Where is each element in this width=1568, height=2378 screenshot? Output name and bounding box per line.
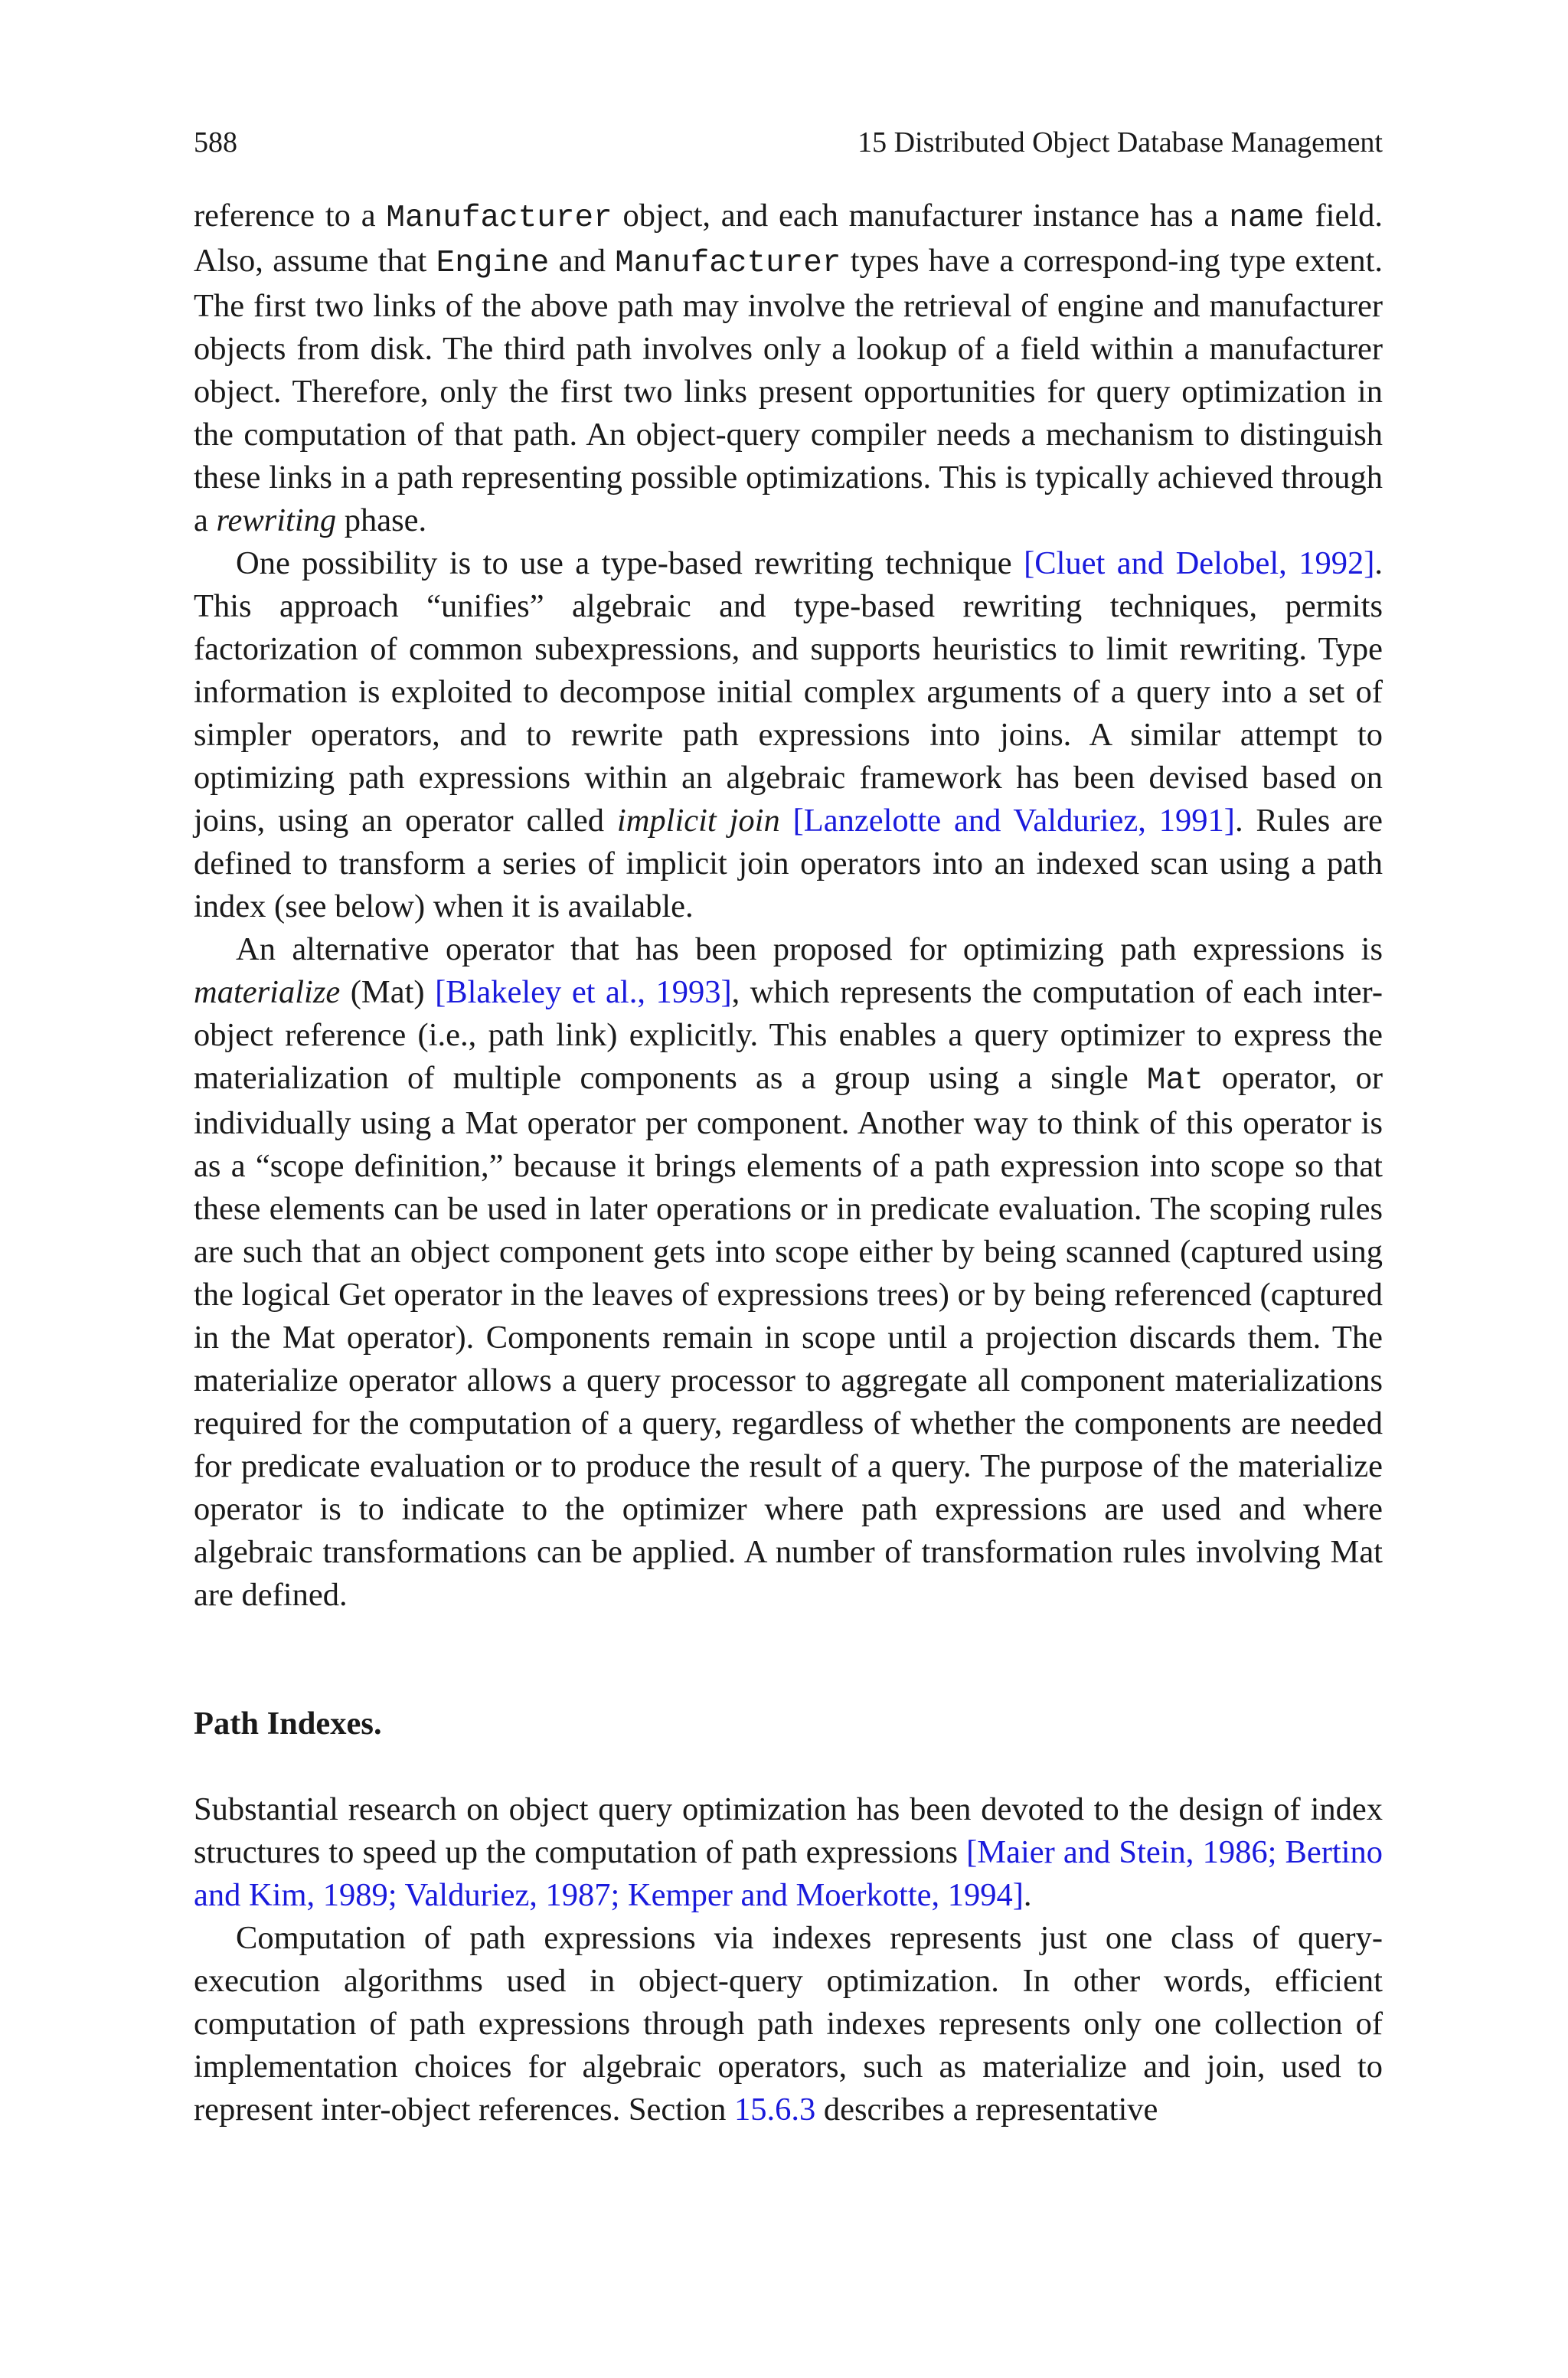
paragraph-4: Substantial research on object query optimization has been devoted to the design of index structures to speed up the computation of path expressions [Maier and Stein, 1986; Bertino and Kim, 1989; Valduriez, 1987; Kemper and Moerkotte, 1994]. (194, 1791, 1383, 1913)
paragraph-3: An alternative operator that has been proposed for optimizing path expressions is materialize (Mat) [Blakeley et al., 1993], which represents the computation of each inter-object reference (i.e., path link) explicitly. This enables a query optimizer to express the materialization of multiple components as a group using a single Mat operator, or individually using a Mat operator per component. Another way to think of this operator is as a “scope definition,” because it brings elements of a path expression into scope so that these elements can be used in later operations or in predicate evaluation. The scoping rules are such that an object component gets into scope either by being scanned (captured using the logical Get operator in the leaves of expressions trees) or by being referenced (captured in the Mat operator). Components remain in scope until a projection discards them. The materialize operator allows a query processor to aggregate all component materializations required for the computation of a query, regardless of whether the components are needed for predicate evaluation or to produce the result of a query. The purpose of the materialize operator is to indicate to the optimizer where path expressions are used and where algebraic transformations can be applied. A number of transformation rules involving Mat are defined. (194, 931, 1383, 1613)
chapter-title: 15 Distributed Object Database Management (858, 126, 1383, 159)
code-manufacturer: Manufacturer (386, 201, 612, 236)
paragraph-5: Computation of path expressions via indexes represents just one class of query-execution algorithms used in object-query optimization. In other words, efficient computation of path expressions through path indexes represents only one collection of implementation choices for algebraic operators, such as materialize and join, used to represent inter-object references. Section 15.6.3 describes a representative (194, 1920, 1383, 2128)
code-engine: Engine (436, 246, 550, 281)
page-number: 588 (194, 126, 237, 159)
code-manufacturer-2: Manufacturer (615, 246, 841, 281)
body-text (194, 195, 1383, 2131)
paragraph-2: One possibility is to use a type-based rewriting technique [Cluet and Delobel, 1992]. This approach “unifies” algebraic and type-based rewriting techniques, permits factorization of common subexpressions, and supports heuristics to limit rewriting. Type information is exploited to decompose initial complex arguments of a query into a set of simpler operators, and to rewrite path expressions into joins. A similar attempt to optimizing path expressions within an algebraic framework has been devised based on joins, using an operator called implicit join [Lanzelotte and Valduriez, 1991]. Rules are defined to transform a series of implicit join operators into an indexed scan using a path index (see below) when it is available. (194, 545, 1383, 924)
term-rewriting: rewriting (216, 502, 337, 538)
term-implicit-join: implicit join (616, 803, 780, 839)
section-reference-link[interactable]: 15.6.3 (733, 2092, 816, 2128)
citation-link[interactable]: [Lanzelotte and Valduriez, 1991] (792, 803, 1235, 839)
citation-link[interactable]: [Cluet and Delobel, 1992] (1024, 545, 1375, 581)
paragraph-1: reference to a Manufacturer object, and each manufacturer instance has a name field. Also, assume that Engine and Manufacturer types have a correspond-ing type extent. The first two links of the above path may involve the retrieval of engine and manufacturer objects from disk. The third path involves only a lookup of a field within a manufacturer object. Therefore, only the first two links present opportunities for query optimization in the computation of that path. An object-query compiler needs a mechanism to distinguish these links in a path representing possible optimizations. This is typically achieved through a rewriting phase. (194, 198, 1383, 538)
code-mat: Mat (1146, 1063, 1204, 1098)
term-materialize: materialize (194, 974, 341, 1010)
citation-link[interactable]: [Blakeley et al., 1993] (435, 974, 732, 1010)
citation-link[interactable]: [Maier and Stein, 1986; Bertino and Kim, 1989; Valduriez, 1987; Kemper and Moerkotte, 1994] (194, 1834, 1383, 1913)
section-heading: Path Indexes. (194, 1706, 382, 1742)
code-name: name (1229, 201, 1305, 236)
